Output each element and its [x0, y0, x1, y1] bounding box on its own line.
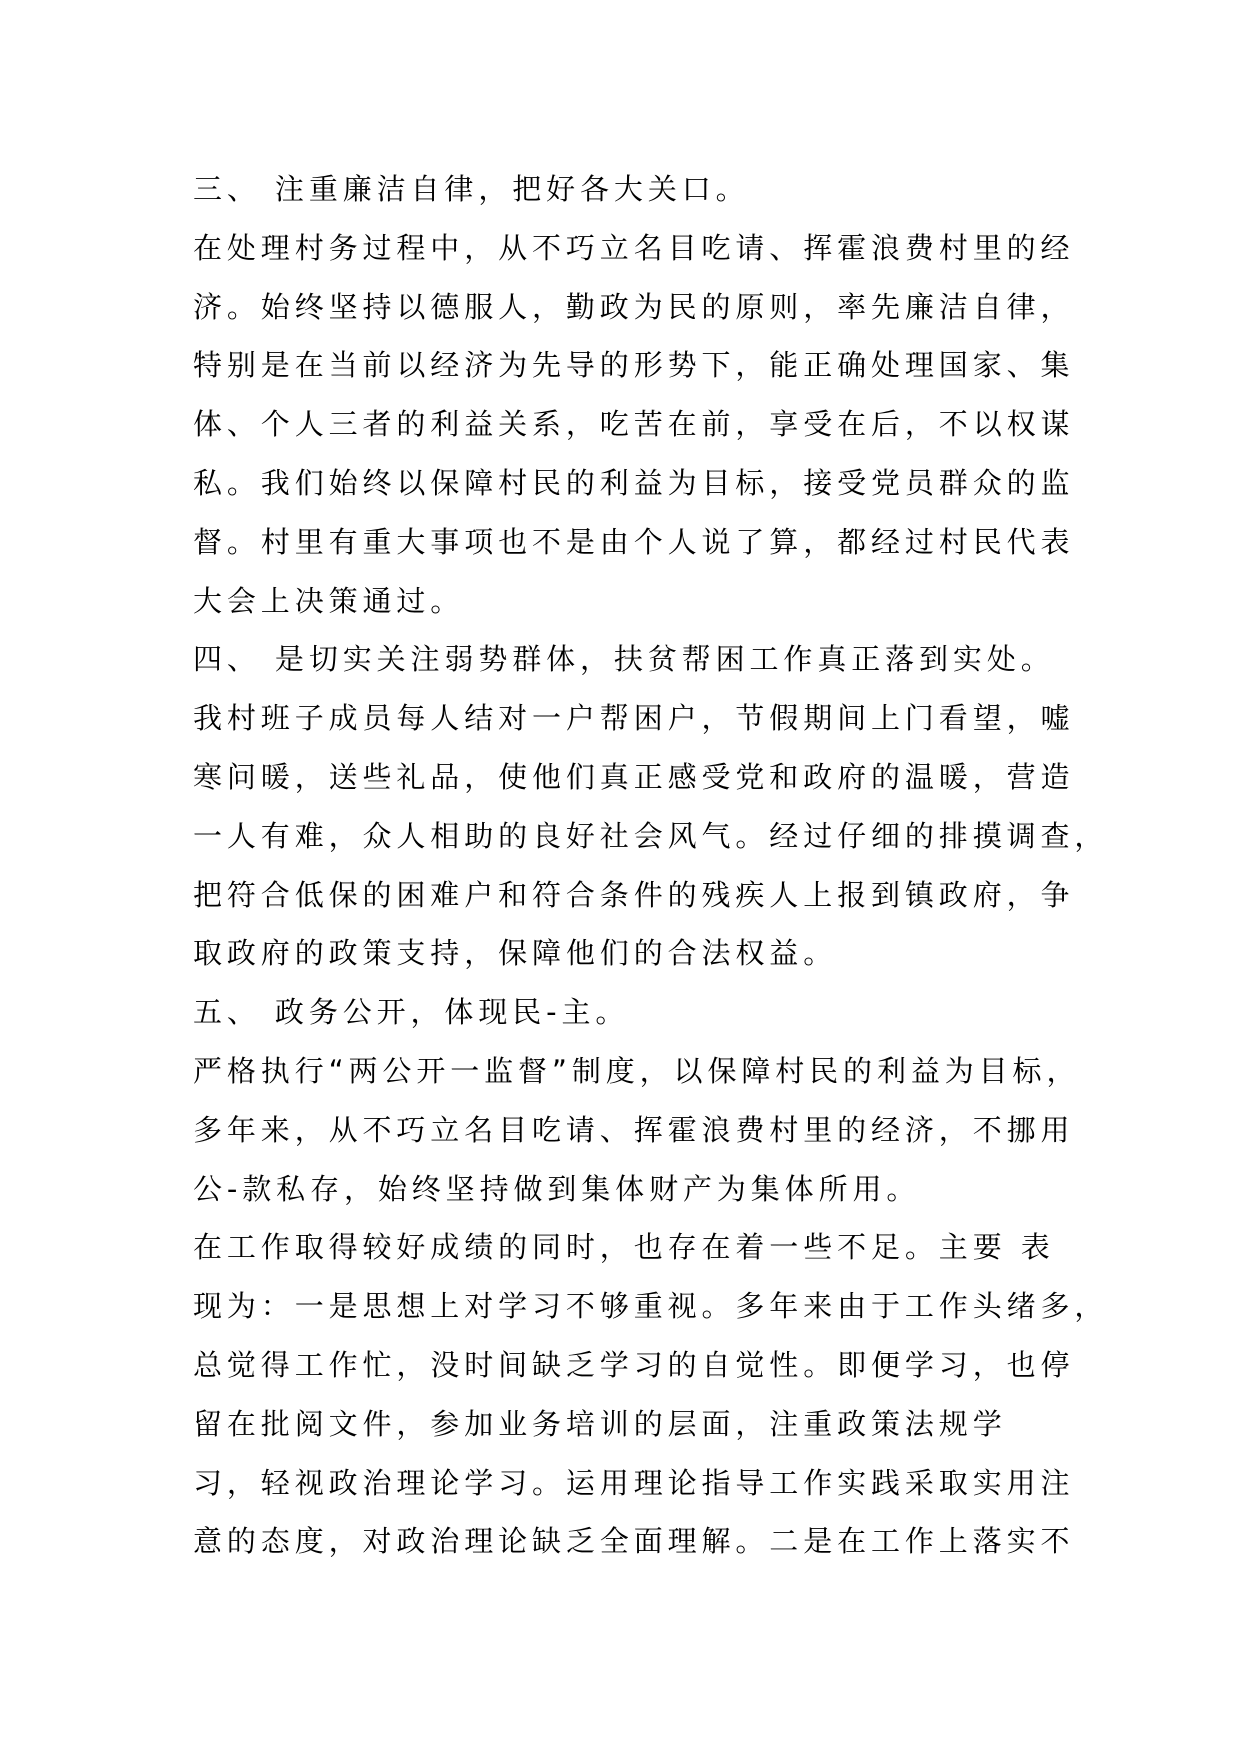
paragraph-line: 把符合低保的困难户和符合条件的残疾人上报到镇政府，争 — [193, 877, 1075, 912]
paragraph-line: 大会上决策通过。 — [193, 583, 465, 618]
paragraph-line: 体、个人三者的利益关系，吃苦在前，享受在后，不以权谋 — [193, 407, 1075, 442]
section-heading-5: 五、 政务公开，体现民-主。 — [193, 995, 630, 1030]
paragraph-line: 我村班子成员每人结对一户帮困户，节假期间上门看望，嘘 — [193, 701, 1075, 736]
paragraph-line: 意的态度，对政治理论缺乏全面理解。二是在工作上落实不 — [193, 1524, 1075, 1559]
paragraph-line: 特别是在当前以经济为先导的形势下，能正确处理国家、集 — [193, 348, 1075, 383]
paragraph-line: 在工作取得较好成绩的同时，也存在着一些不足。主要 表 — [193, 1230, 1055, 1265]
paragraph-line: 现为：一是思想上对学习不够重视。多年来由于工作头绪多， — [193, 1289, 1109, 1324]
paragraph-line: 一人有难，众人相助的良好社会风气。经过仔细的排摸调查， — [193, 818, 1109, 853]
paragraph-line: 取政府的政策支持，保障他们的合法权益。 — [193, 936, 838, 971]
paragraph-line: 私。我们始终以保障村民的利益为目标，接受党员群众的监 — [193, 465, 1075, 500]
paragraph-line: 留在批阅文件，参加业务培训的层面，注重政策法规学 — [193, 1406, 1007, 1441]
paragraph-line: 在处理村务过程中，从不巧立名目吃请、挥霍浪费村里的经 — [193, 230, 1075, 265]
section-heading-3: 三、 注重廉洁自律，把好各大关口。 — [193, 172, 750, 206]
paragraph-line: 济。始终坚持以德服人，勤政为民的原则，率先廉洁自律， — [193, 289, 1075, 324]
paragraph-line: 多年来，从不巧立名目吃请、挥霍浪费村里的经济，不挪用 — [193, 1112, 1075, 1147]
paragraph-line: 督。村里有重大事项也不是由个人说了算，都经过村民代表 — [193, 524, 1075, 559]
paragraph-line: 习，轻视政治理论学习。运用理论指导工作实践采取实用注 — [193, 1465, 1075, 1500]
paragraph-line: 寒问暖，送些礼品，使他们真正感受党和政府的温暖，营造 — [193, 759, 1075, 794]
paragraph-line: 严格执行“两公开一监督”制度，以保障村民的利益为目标， — [193, 1053, 1081, 1088]
section-heading-4: 四、 是切实关注弱势群体，扶贫帮困工作真正落到实处。 — [193, 642, 1055, 677]
paragraph-line: 总觉得工作忙，没时间缺乏学习的自觉性。即便学习，也停 — [193, 1347, 1075, 1382]
body-text — [193, 160, 1109, 1571]
paragraph-line: 公-款私存，始终坚持做到集体财产为集体所用。 — [193, 1171, 921, 1206]
